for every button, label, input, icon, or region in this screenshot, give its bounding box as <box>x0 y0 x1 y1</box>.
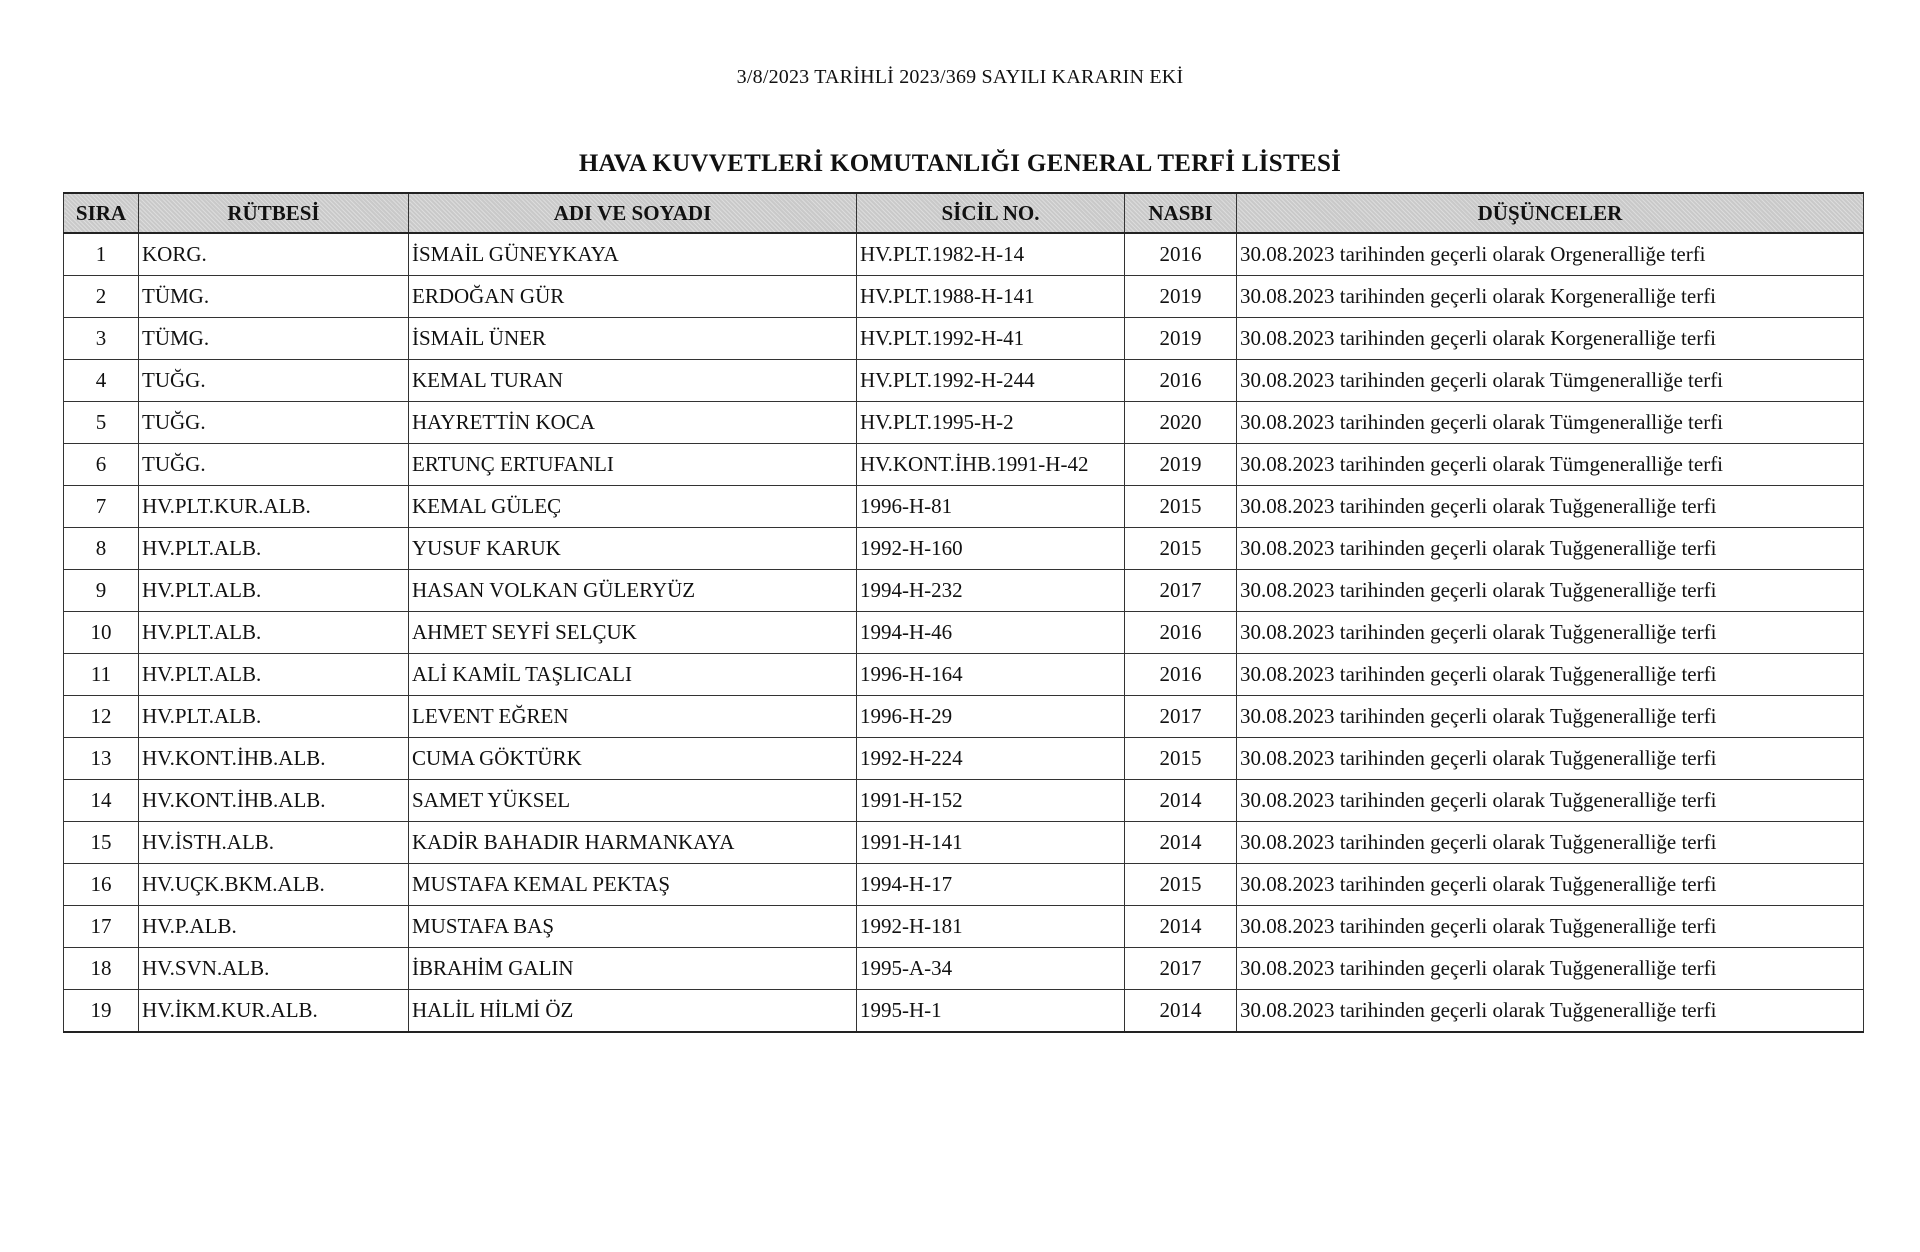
cell-dusunceler: 30.08.2023 tarihinden geçerli olarak Tuğgeneralliğe terfi <box>1237 990 1864 1033</box>
cell-adi-ve-soyadi: AHMET SEYFİ SELÇUK <box>409 612 857 654</box>
cell-sicil-no: HV.PLT.1992-H-244 <box>857 360 1125 402</box>
cell-sira: 4 <box>64 360 139 402</box>
cell-dusunceler: 30.08.2023 tarihinden geçerli olarak Tümgeneralliğe terfi <box>1237 444 1864 486</box>
table-row <box>64 570 1864 612</box>
cell-sicil-no: 1991-H-141 <box>857 822 1125 864</box>
cell-dusunceler: 30.08.2023 tarihinden geçerli olarak Tuğgeneralliğe terfi <box>1237 948 1864 990</box>
cell-dusunceler: 30.08.2023 tarihinden geçerli olarak Tuğgeneralliğe terfi <box>1237 696 1864 738</box>
cell-rutbesi: HV.PLT.ALB. <box>139 528 409 570</box>
table-row <box>64 864 1864 906</box>
cell-nasbi: 2015 <box>1125 528 1237 570</box>
cell-sira: 10 <box>64 612 139 654</box>
table-row <box>64 696 1864 738</box>
cell-adi-ve-soyadi: HAYRETTİN KOCA <box>409 402 857 444</box>
cell-sira: 15 <box>64 822 139 864</box>
cell-nasbi: 2019 <box>1125 276 1237 318</box>
cell-rutbesi: HV.İSTH.ALB. <box>139 822 409 864</box>
cell-rutbesi: TUĞG. <box>139 444 409 486</box>
cell-adi-ve-soyadi: HALİL HİLMİ ÖZ <box>409 990 857 1033</box>
column-header-sicil-no: SİCİL NO. <box>857 193 1125 233</box>
cell-adi-ve-soyadi: MUSTAFA KEMAL PEKTAŞ <box>409 864 857 906</box>
column-header-rutbesi: RÜTBESİ <box>139 193 409 233</box>
table-row <box>64 528 1864 570</box>
cell-dusunceler: 30.08.2023 tarihinden geçerli olarak Orgeneralliğe terfi <box>1237 233 1864 276</box>
cell-nasbi: 2016 <box>1125 360 1237 402</box>
cell-adi-ve-soyadi: İBRAHİM GALIN <box>409 948 857 990</box>
cell-adi-ve-soyadi: HASAN VOLKAN GÜLERYÜZ <box>409 570 857 612</box>
cell-dusunceler: 30.08.2023 tarihinden geçerli olarak Tümgeneralliğe terfi <box>1237 360 1864 402</box>
cell-dusunceler: 30.08.2023 tarihinden geçerli olarak Tuğgeneralliğe terfi <box>1237 822 1864 864</box>
cell-nasbi: 2016 <box>1125 233 1237 276</box>
cell-adi-ve-soyadi: İSMAİL GÜNEYKAYA <box>409 233 857 276</box>
cell-adi-ve-soyadi: İSMAİL ÜNER <box>409 318 857 360</box>
table-row <box>64 654 1864 696</box>
cell-nasbi: 2019 <box>1125 318 1237 360</box>
cell-adi-ve-soyadi: MUSTAFA BAŞ <box>409 906 857 948</box>
list-title: HAVA KUVVETLERİ KOMUTANLIĞI GENERAL TERFİ LİSTESİ <box>578 150 1342 177</box>
cell-sira: 11 <box>64 654 139 696</box>
cell-sicil-no: 1994-H-17 <box>857 864 1125 906</box>
cell-adi-ve-soyadi: LEVENT EĞREN <box>409 696 857 738</box>
cell-dusunceler: 30.08.2023 tarihinden geçerli olarak Tuğgeneralliğe terfi <box>1237 654 1864 696</box>
decision-header: 3/8/2023 TARİHLİ 2023/369 SAYILI KARARIN EKİ <box>736 66 1184 88</box>
cell-sira: 9 <box>64 570 139 612</box>
table-row <box>64 822 1864 864</box>
cell-sicil-no: 1996-H-29 <box>857 696 1125 738</box>
cell-sira: 19 <box>64 990 139 1033</box>
cell-rutbesi: TÜMG. <box>139 276 409 318</box>
cell-rutbesi: HV.UÇK.BKM.ALB. <box>139 864 409 906</box>
cell-rutbesi: TUĞG. <box>139 360 409 402</box>
table-row <box>64 990 1864 1033</box>
cell-rutbesi: HV.İKM.KUR.ALB. <box>139 990 409 1033</box>
cell-nasbi: 2016 <box>1125 654 1237 696</box>
cell-sira: 2 <box>64 276 139 318</box>
cell-sira: 17 <box>64 906 139 948</box>
table-row <box>64 276 1864 318</box>
cell-dusunceler: 30.08.2023 tarihinden geçerli olarak Korgeneralliğe terfi <box>1237 276 1864 318</box>
table-row <box>64 444 1864 486</box>
cell-sira: 8 <box>64 528 139 570</box>
cell-sicil-no: 1996-H-164 <box>857 654 1125 696</box>
cell-sira: 3 <box>64 318 139 360</box>
cell-sicil-no: 1995-A-34 <box>857 948 1125 990</box>
cell-nasbi: 2014 <box>1125 780 1237 822</box>
cell-rutbesi: HV.KONT.İHB.ALB. <box>139 780 409 822</box>
cell-dusunceler: 30.08.2023 tarihinden geçerli olarak Tuğgeneralliğe terfi <box>1237 612 1864 654</box>
cell-sira: 12 <box>64 696 139 738</box>
cell-nasbi: 2014 <box>1125 906 1237 948</box>
cell-adi-ve-soyadi: KADİR BAHADIR HARMANKAYA <box>409 822 857 864</box>
table-row <box>64 948 1864 990</box>
table-row <box>64 360 1864 402</box>
table-row <box>64 906 1864 948</box>
cell-sira: 5 <box>64 402 139 444</box>
table-body <box>64 233 1864 1032</box>
cell-sira: 6 <box>64 444 139 486</box>
cell-adi-ve-soyadi: KEMAL GÜLEÇ <box>409 486 857 528</box>
cell-adi-ve-soyadi: CUMA GÖKTÜRK <box>409 738 857 780</box>
table-row <box>64 402 1864 444</box>
cell-adi-ve-soyadi: SAMET YÜKSEL <box>409 780 857 822</box>
cell-nasbi: 2015 <box>1125 486 1237 528</box>
cell-sicil-no: 1992-H-224 <box>857 738 1125 780</box>
cell-dusunceler: 30.08.2023 tarihinden geçerli olarak Tuğgeneralliğe terfi <box>1237 864 1864 906</box>
column-header-nasbi: NASBI <box>1125 193 1237 233</box>
table-row <box>64 233 1864 276</box>
cell-nasbi: 2017 <box>1125 948 1237 990</box>
cell-rutbesi: HV.PLT.ALB. <box>139 570 409 612</box>
cell-sira: 7 <box>64 486 139 528</box>
cell-sicil-no: HV.PLT.1988-H-141 <box>857 276 1125 318</box>
cell-dusunceler: 30.08.2023 tarihinden geçerli olarak Tuğgeneralliğe terfi <box>1237 906 1864 948</box>
cell-nasbi: 2020 <box>1125 402 1237 444</box>
cell-sicil-no: 1995-H-1 <box>857 990 1125 1033</box>
cell-sira: 14 <box>64 780 139 822</box>
cell-adi-ve-soyadi: ERDOĞAN GÜR <box>409 276 857 318</box>
cell-sira: 16 <box>64 864 139 906</box>
cell-dusunceler: 30.08.2023 tarihinden geçerli olarak Tümgeneralliğe terfi <box>1237 402 1864 444</box>
cell-sira: 13 <box>64 738 139 780</box>
table-row <box>64 486 1864 528</box>
cell-adi-ve-soyadi: KEMAL TURAN <box>409 360 857 402</box>
cell-dusunceler: 30.08.2023 tarihinden geçerli olarak Tuğgeneralliğe terfi <box>1237 570 1864 612</box>
cell-sicil-no: HV.KONT.İHB.1991-H-42 <box>857 444 1125 486</box>
cell-rutbesi: HV.KONT.İHB.ALB. <box>139 738 409 780</box>
cell-rutbesi: HV.P.ALB. <box>139 906 409 948</box>
cell-sicil-no: 1991-H-152 <box>857 780 1125 822</box>
cell-sicil-no: 1992-H-160 <box>857 528 1125 570</box>
cell-rutbesi: HV.PLT.ALB. <box>139 696 409 738</box>
table-row <box>64 612 1864 654</box>
cell-rutbesi: TUĞG. <box>139 402 409 444</box>
cell-rutbesi: HV.SVN.ALB. <box>139 948 409 990</box>
cell-adi-ve-soyadi: ERTUNÇ ERTUFANLI <box>409 444 857 486</box>
cell-adi-ve-soyadi: YUSUF KARUK <box>409 528 857 570</box>
cell-sira: 1 <box>64 233 139 276</box>
cell-dusunceler: 30.08.2023 tarihinden geçerli olarak Tuğgeneralliğe terfi <box>1237 780 1864 822</box>
promotion-table <box>63 192 1864 1033</box>
cell-dusunceler: 30.08.2023 tarihinden geçerli olarak Tuğgeneralliğe terfi <box>1237 528 1864 570</box>
cell-nasbi: 2015 <box>1125 864 1237 906</box>
cell-nasbi: 2015 <box>1125 738 1237 780</box>
cell-nasbi: 2017 <box>1125 570 1237 612</box>
column-header-sira: SIRA <box>64 193 139 233</box>
cell-rutbesi: HV.PLT.ALB. <box>139 654 409 696</box>
cell-nasbi: 2016 <box>1125 612 1237 654</box>
cell-dusunceler: 30.08.2023 tarihinden geçerli olarak Tuğgeneralliğe terfi <box>1237 486 1864 528</box>
cell-sicil-no: HV.PLT.1982-H-14 <box>857 233 1125 276</box>
table-row <box>64 318 1864 360</box>
cell-nasbi: 2014 <box>1125 990 1237 1033</box>
cell-sicil-no: HV.PLT.1995-H-2 <box>857 402 1125 444</box>
cell-sicil-no: HV.PLT.1992-H-41 <box>857 318 1125 360</box>
cell-adi-ve-soyadi: ALİ KAMİL TAŞLICALI <box>409 654 857 696</box>
cell-sira: 18 <box>64 948 139 990</box>
cell-rutbesi: HV.PLT.KUR.ALB. <box>139 486 409 528</box>
cell-sicil-no: 1992-H-181 <box>857 906 1125 948</box>
table-row <box>64 738 1864 780</box>
cell-nasbi: 2019 <box>1125 444 1237 486</box>
cell-nasbi: 2017 <box>1125 696 1237 738</box>
cell-sicil-no: 1996-H-81 <box>857 486 1125 528</box>
cell-sicil-no: 1994-H-46 <box>857 612 1125 654</box>
cell-dusunceler: 30.08.2023 tarihinden geçerli olarak Korgeneralliğe terfi <box>1237 318 1864 360</box>
cell-rutbesi: HV.PLT.ALB. <box>139 612 409 654</box>
cell-rutbesi: TÜMG. <box>139 318 409 360</box>
table-row <box>64 780 1864 822</box>
header-row <box>64 193 1864 233</box>
cell-nasbi: 2014 <box>1125 822 1237 864</box>
table-header <box>64 193 1864 233</box>
column-header-adi-ve-soyadi: ADI VE SOYADI <box>409 193 857 233</box>
cell-dusunceler: 30.08.2023 tarihinden geçerli olarak Tuğgeneralliğe terfi <box>1237 738 1864 780</box>
cell-rutbesi: KORG. <box>139 233 409 276</box>
cell-sicil-no: 1994-H-232 <box>857 570 1125 612</box>
column-header-dusunceler: DÜŞÜNCELER <box>1237 193 1864 233</box>
